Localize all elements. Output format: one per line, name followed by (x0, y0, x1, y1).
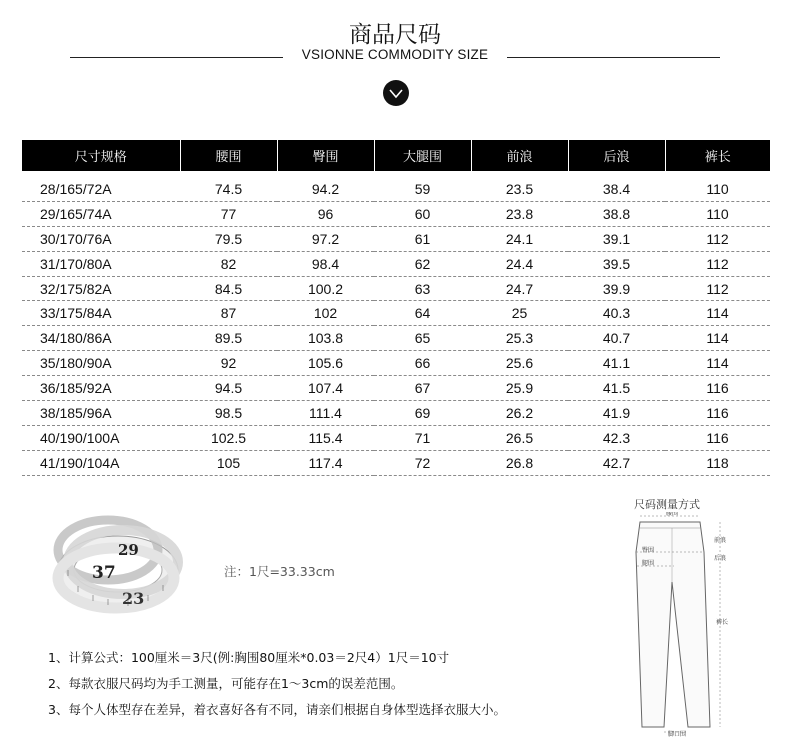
cell-thigh: 61 (374, 226, 471, 251)
cell-back-rise: 41.5 (568, 376, 665, 401)
instructions (48, 650, 506, 728)
measure-label-length: 裤长 (716, 619, 729, 626)
cell-front-rise: 25.3 (471, 326, 568, 351)
cell-thigh: 66 (374, 351, 471, 376)
chevron-down-icon (383, 80, 409, 106)
measure-label-front-rise: 前浪 (714, 537, 727, 544)
cell-hip: 105.6 (277, 351, 374, 376)
cell-waist: 102.5 (180, 425, 277, 450)
cell-thigh: 69 (374, 401, 471, 426)
cell-length: 114 (665, 351, 770, 376)
table-row (22, 276, 770, 301)
measuring-tape-image (48, 500, 183, 615)
cell-length: 116 (665, 425, 770, 450)
cell-size: 36/185/92A (22, 376, 180, 401)
cell-thigh: 72 (374, 450, 471, 475)
table-row (22, 450, 770, 475)
table-row (22, 425, 770, 450)
table-row (22, 351, 770, 376)
cell-hip: 111.4 (277, 401, 374, 426)
cell-waist: 92 (180, 351, 277, 376)
divider-right (507, 57, 720, 58)
cell-thigh: 67 (374, 376, 471, 401)
table-row (22, 251, 770, 276)
instruction-3: 3、每个人体型存在差异，着衣喜好各有不同，请亲们根据自身体型选择衣服大小。 (48, 702, 506, 717)
cell-waist: 94.5 (180, 376, 277, 401)
cell-length: 112 (665, 226, 770, 251)
column-header-size: 尺寸规格 (22, 140, 180, 171)
cell-size: 33/175/84A (22, 301, 180, 326)
cell-size: 41/190/104A (22, 450, 180, 475)
measure-label-waist: 腰围 (666, 512, 679, 517)
cell-front-rise: 23.5 (471, 171, 568, 201)
cell-front-rise: 25 (471, 301, 568, 326)
cell-thigh: 60 (374, 201, 471, 226)
cell-waist: 105 (180, 450, 277, 475)
cell-front-rise: 25.6 (471, 351, 568, 376)
column-header-hip: 臀围 (277, 140, 374, 171)
cell-size: 34/180/86A (22, 326, 180, 351)
table-row (22, 401, 770, 426)
cell-size: 28/165/72A (22, 171, 180, 201)
column-header-front-rise: 前浪 (471, 140, 568, 171)
cell-back-rise: 39.9 (568, 276, 665, 301)
cell-size: 40/190/100A (22, 425, 180, 450)
cell-front-rise: 26.2 (471, 401, 568, 426)
cell-front-rise: 26.8 (471, 450, 568, 475)
cell-size: 32/175/82A (22, 276, 180, 301)
cell-front-rise: 24.7 (471, 276, 568, 301)
pants-diagram (628, 512, 738, 737)
table-row (22, 226, 770, 251)
tape-number-3: 23 (122, 589, 145, 608)
cell-length: 116 (665, 401, 770, 426)
size-table (22, 140, 770, 476)
subtitle-row (70, 47, 720, 67)
tape-number-1: 29 (118, 541, 139, 559)
cell-back-rise: 39.5 (568, 251, 665, 276)
instruction-2: 2、每款衣服尺码均为手工测量，可能存在1～3cm的误差范围。 (48, 676, 404, 691)
cell-waist: 74.5 (180, 171, 277, 201)
measure-label-thigh: 腿围 (642, 560, 655, 567)
page-subtitle: VSIONNE COMMODITY SIZE (301, 47, 489, 62)
tape-number-2: 37 (92, 563, 116, 583)
cell-hip: 102 (277, 301, 374, 326)
cell-hip: 100.2 (277, 276, 374, 301)
cell-front-rise: 24.1 (471, 226, 568, 251)
cell-back-rise: 40.3 (568, 301, 665, 326)
cell-size: 38/185/96A (22, 401, 180, 426)
table-row (22, 301, 770, 326)
divider-left (70, 57, 283, 58)
cell-thigh: 65 (374, 326, 471, 351)
cell-thigh: 64 (374, 301, 471, 326)
cell-hip: 115.4 (277, 425, 374, 450)
column-header-length: 裤长 (665, 140, 770, 171)
cell-front-rise: 26.5 (471, 425, 568, 450)
measure-title: 尺码测量方式 (634, 498, 700, 511)
cell-front-rise: 23.8 (471, 201, 568, 226)
cell-size: 31/170/80A (22, 251, 180, 276)
cell-size: 29/165/74A (22, 201, 180, 226)
cell-length: 114 (665, 301, 770, 326)
table-row (22, 326, 770, 351)
measure-label-back-rise: 后浪 (714, 555, 727, 562)
column-header-thigh: 大腿围 (374, 140, 471, 171)
cell-hip: 103.8 (277, 326, 374, 351)
cell-length: 110 (665, 201, 770, 226)
cell-waist: 79.5 (180, 226, 277, 251)
cell-waist: 87 (180, 301, 277, 326)
cell-back-rise: 38.8 (568, 201, 665, 226)
cell-back-rise: 38.4 (568, 171, 665, 201)
cell-hip: 94.2 (277, 171, 374, 201)
cell-back-rise: 41.9 (568, 401, 665, 426)
cell-back-rise: 39.1 (568, 226, 665, 251)
cell-front-rise: 24.4 (471, 251, 568, 276)
cell-hip: 97.2 (277, 226, 374, 251)
cell-length: 116 (665, 376, 770, 401)
cell-back-rise: 42.7 (568, 450, 665, 475)
column-header-waist: 腰围 (180, 140, 277, 171)
cell-waist: 84.5 (180, 276, 277, 301)
cell-size: 35/180/90A (22, 351, 180, 376)
instruction-1: 1、计算公式：100厘米＝3尺(例:胸围80厘米*0.03＝2尺4）1尺＝10寸 (48, 650, 450, 665)
table-row (22, 201, 770, 226)
cell-hip: 117.4 (277, 450, 374, 475)
cell-length: 110 (665, 171, 770, 201)
cell-waist: 82 (180, 251, 277, 276)
table-row (22, 376, 770, 401)
column-header-back-rise: 后浪 (568, 140, 665, 171)
page-title: 商品尺码 (349, 22, 441, 48)
cell-length: 118 (665, 450, 770, 475)
cell-thigh: 63 (374, 276, 471, 301)
cell-length: 112 (665, 251, 770, 276)
cell-front-rise: 25.9 (471, 376, 568, 401)
cell-size: 30/170/76A (22, 226, 180, 251)
measure-label-hip: 臀围 (642, 547, 655, 554)
table-row (22, 171, 770, 201)
cell-thigh: 59 (374, 171, 471, 201)
cell-hip: 96 (277, 201, 374, 226)
cell-thigh: 62 (374, 251, 471, 276)
cell-hip: 98.4 (277, 251, 374, 276)
cell-waist: 89.5 (180, 326, 277, 351)
cell-hip: 107.4 (277, 376, 374, 401)
cell-back-rise: 42.3 (568, 425, 665, 450)
cell-waist: 98.5 (180, 401, 277, 426)
unit-note: 注：1尺=33.33cm (224, 564, 335, 579)
cell-waist: 77 (180, 201, 277, 226)
cell-length: 112 (665, 276, 770, 301)
cell-back-rise: 40.7 (568, 326, 665, 351)
table-header-row (22, 140, 770, 171)
measure-label-hem: 脚口围 (668, 731, 687, 737)
cell-length: 114 (665, 326, 770, 351)
cell-back-rise: 41.1 (568, 351, 665, 376)
cell-thigh: 71 (374, 425, 471, 450)
size-table-body (22, 171, 770, 475)
